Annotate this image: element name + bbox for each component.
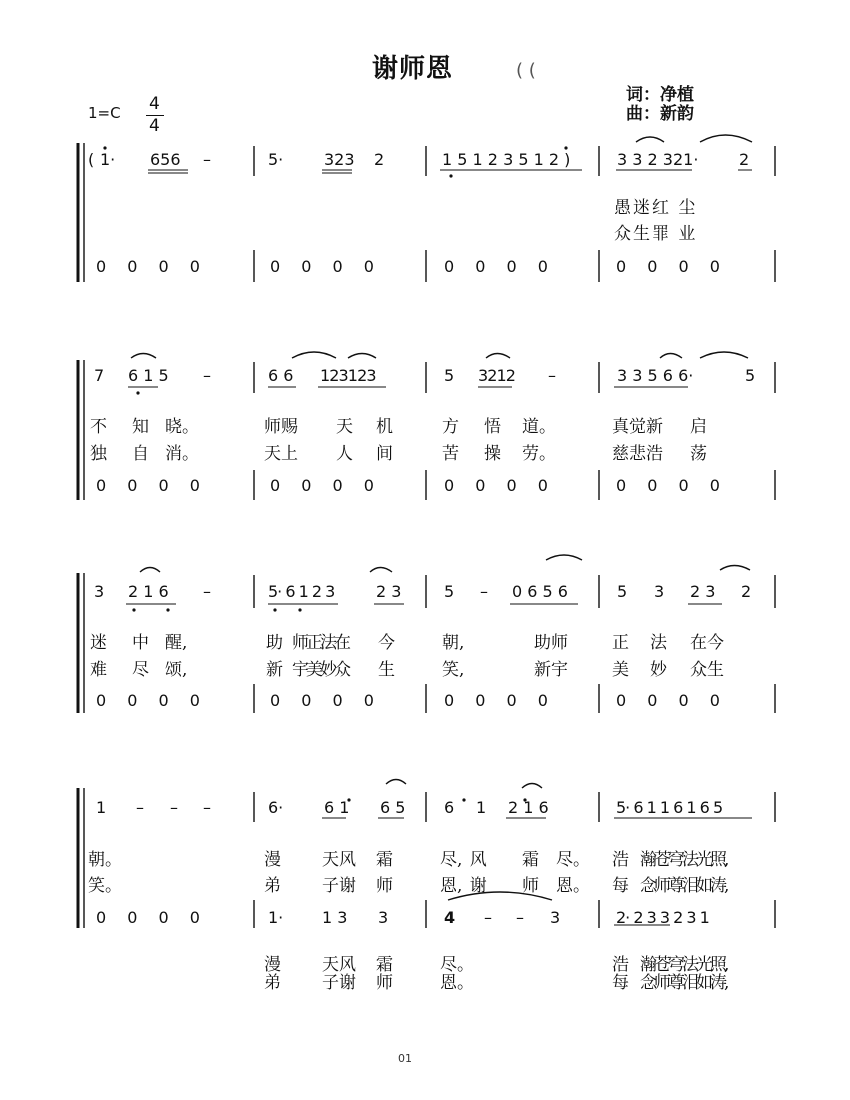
s4-accomp: – xyxy=(516,908,524,927)
s3-note: 3 xyxy=(654,582,665,601)
s2-note: 3 3 5 6 6· xyxy=(617,366,694,385)
s4-lyric: 尽。 xyxy=(556,850,590,870)
s4-lower-lyric: 师 xyxy=(376,973,393,993)
s3-accomp: 0 0 0 0 xyxy=(270,691,374,710)
s2-note: 6 1 5 xyxy=(128,366,169,385)
s2-lyric: 启 xyxy=(690,417,707,437)
s2-accomp: 0 0 0 0 xyxy=(270,476,374,495)
s4-lyric: 天风 xyxy=(322,850,356,870)
s2-lyric: 荡 xyxy=(690,444,707,464)
title-mark: ( ( xyxy=(516,60,536,81)
s4-note: 6 5 xyxy=(380,798,406,817)
s3-lyric: 今 xyxy=(378,633,395,653)
s3-lyric: 美 xyxy=(612,660,629,680)
s4-lower-lyric: 瀚苍穹法光照, xyxy=(640,955,727,975)
s2-lyric: 天上 xyxy=(264,444,298,464)
s4-note: 2 1 6 xyxy=(508,798,549,817)
s2-accomp: 0 0 0 0 xyxy=(444,476,548,495)
time-signature-bottom: 4 xyxy=(149,116,160,136)
s3-lyric: 助 xyxy=(266,633,283,653)
s3-lyric: 助师 xyxy=(534,633,568,653)
s1-note: 5· xyxy=(268,150,284,169)
s1-accomp: 0 0 0 0 xyxy=(96,257,200,276)
s3-note: 0 6 5 6 xyxy=(512,582,568,601)
s3-lyric: 师正法在 xyxy=(292,633,348,653)
s1-note: 656 xyxy=(150,150,181,169)
s4-lyric: 浩 xyxy=(612,850,629,870)
s4-note: 6 1 xyxy=(324,798,350,817)
s4-lyric: 师 xyxy=(522,876,539,896)
s4-accomp: 2· 2 3 3 2 3 1 xyxy=(616,908,709,927)
s2-lyric: 劳。 xyxy=(522,444,556,464)
s4-lyric: 恩。 xyxy=(556,876,590,896)
s3-lyric: 新宇 xyxy=(534,660,568,680)
s2-lyric: 消。 xyxy=(165,444,199,464)
s3-lyric: 在今 xyxy=(690,633,724,653)
s4-note: 1 xyxy=(476,798,487,817)
s2-lyric: 真觉新 xyxy=(612,417,663,437)
s3-lyric: 法 xyxy=(650,633,667,653)
s2-note: 5 xyxy=(745,366,756,385)
s3-note: 2 xyxy=(741,582,752,601)
s1-accomp: 0 0 0 0 xyxy=(616,257,720,276)
s4-lower-lyric: 每 xyxy=(612,973,629,993)
s2-lyric: 道。 xyxy=(522,417,556,437)
s3-note: – xyxy=(203,582,211,601)
s3-lyric: 尽 xyxy=(132,660,149,680)
s2-note: 3 2 1 2 xyxy=(478,366,513,385)
s1-note: 2 xyxy=(374,150,385,169)
s4-note: – xyxy=(203,798,211,817)
s3-accomp: 0 0 0 0 xyxy=(444,691,548,710)
s4-lyric: 霜 xyxy=(376,850,393,870)
composer-credit: 曲：新韵 xyxy=(626,104,694,124)
s1-lyric-verse2: 众生罪 业 xyxy=(614,224,698,244)
s1-note: 3 3 2 321· xyxy=(617,150,699,169)
s3-accomp: 0 0 0 0 xyxy=(616,691,720,710)
s4-accomp: 4 xyxy=(444,908,456,927)
s2-lyric: 悟 xyxy=(484,417,501,437)
s4-accomp: 1· xyxy=(268,908,284,927)
s2-note: 6 6 xyxy=(268,366,294,385)
s2-lyric: 间 xyxy=(376,444,393,464)
s2-lyric: 慈悲浩 xyxy=(612,444,663,464)
s3-note: 5 xyxy=(444,582,455,601)
s1-note: – xyxy=(203,150,211,169)
page-number: 01 xyxy=(398,1052,412,1065)
s3-lyric: 笑, xyxy=(442,660,465,680)
s2-lyric: 天 xyxy=(336,417,353,437)
s3-note: 5 xyxy=(617,582,628,601)
s3-note: 2 3 xyxy=(690,582,716,601)
s4-note: 5· 6 1 1 6 1 6 5 xyxy=(616,798,723,817)
s3-lyric: 新 xyxy=(266,660,283,680)
s2-lyric: 机 xyxy=(376,417,393,437)
s4-accomp: – xyxy=(484,908,492,927)
s4-note: 6 xyxy=(444,798,455,817)
s2-lyric: 苦 xyxy=(442,444,459,464)
s3-note: 3 xyxy=(94,582,105,601)
s1-lyric-verse1: 愚迷红 尘 xyxy=(614,198,698,218)
s4-lower-lyric: 尽。 xyxy=(440,955,474,975)
s4-lyric: 霜 xyxy=(522,850,539,870)
s2-lyric: 师赐 xyxy=(264,417,298,437)
s4-lyric: 瀚苍穹法光照, xyxy=(640,850,727,870)
system1-bracket: ( xyxy=(88,150,95,169)
s3-lyric: 迷 xyxy=(90,633,107,653)
s4-lower-lyric: 弟 xyxy=(264,973,281,993)
s3-note: 2 1 6 xyxy=(128,582,169,601)
s4-lyric: 笑。 xyxy=(88,876,122,896)
s4-lyric: 恩, 谢 xyxy=(440,876,487,896)
s4-lyric: 子谢 xyxy=(322,876,356,896)
s2-accomp: 0 0 0 0 xyxy=(96,476,200,495)
s2-note: – xyxy=(203,366,211,385)
s3-accomp: 0 0 0 0 xyxy=(96,691,200,710)
s4-lyric: 弟 xyxy=(264,876,281,896)
s3-lyric: 颂, xyxy=(165,660,188,680)
s4-note: 1 xyxy=(96,798,107,817)
s2-lyric: 晓。 xyxy=(165,417,199,437)
s2-lyric: 自 xyxy=(132,444,149,464)
s2-lyric: 人 xyxy=(336,444,353,464)
s1-accomp: 0 0 0 0 xyxy=(270,257,374,276)
lyricist-credit: 词：净植 xyxy=(626,85,694,105)
s3-lyric: 生 xyxy=(378,660,395,680)
s3-note: 5· 6 1 2 3 xyxy=(268,582,335,601)
s4-accomp: 1 3 xyxy=(322,908,348,927)
s3-lyric: 妙 xyxy=(650,660,667,680)
s4-accomp: 3 xyxy=(378,908,389,927)
s3-note: – xyxy=(480,582,488,601)
s3-lyric: 正 xyxy=(612,633,629,653)
s2-note: 7 xyxy=(94,366,105,385)
s4-lower-lyric: 恩。 xyxy=(440,973,474,993)
s4-accomp: 3 xyxy=(550,908,561,927)
s1-accomp: 0 0 0 0 xyxy=(444,257,548,276)
s3-lyric: 中 xyxy=(132,633,149,653)
s4-lower-lyric: 念师尊泪如涛, xyxy=(640,973,727,993)
s3-lyric: 宇美妙众 xyxy=(292,660,348,680)
s1-note: 323 xyxy=(324,150,355,169)
s2-lyric: 独 xyxy=(90,444,107,464)
s3-lyric: 醒, xyxy=(165,633,188,653)
s2-note: – xyxy=(548,366,556,385)
s2-lyric: 不 xyxy=(90,417,107,437)
s2-accomp: 0 0 0 0 xyxy=(616,476,720,495)
s4-lower-lyric: 天风 xyxy=(322,955,356,975)
key-signature: 1=C xyxy=(88,104,121,122)
s4-note: – xyxy=(136,798,144,817)
s4-lyric: 尽, 风 xyxy=(440,850,487,870)
s2-note: 5 xyxy=(444,366,455,385)
s4-lower-lyric: 浩 xyxy=(612,955,629,975)
s2-lyric: 操 xyxy=(484,444,501,464)
s1-note: 1· xyxy=(100,150,116,169)
s1-note: 2 xyxy=(739,150,750,169)
s4-lyric: 师 xyxy=(376,876,393,896)
page-title: 谢师恩 xyxy=(372,54,454,84)
s3-note: 2 3 xyxy=(376,582,402,601)
s2-note: 1 2 3 1 2 3 xyxy=(320,366,374,385)
s4-note: 6· xyxy=(268,798,284,817)
s3-lyric: 朝, xyxy=(442,633,465,653)
s4-accomp: 0 0 0 0 xyxy=(96,908,200,927)
s2-lyric: 知 xyxy=(132,417,149,437)
s3-lyric: 众生 xyxy=(690,660,724,680)
s4-lower-lyric: 漫 xyxy=(264,955,281,975)
s4-lyric: 每 xyxy=(612,876,629,896)
s4-lyric: 漫 xyxy=(264,850,281,870)
s4-lyric: 朝。 xyxy=(88,850,122,870)
s4-lower-lyric: 霜 xyxy=(376,955,393,975)
s2-lyric: 方 xyxy=(442,417,459,437)
time-signature-top: 4 xyxy=(149,94,160,114)
s4-lower-lyric: 子谢 xyxy=(322,973,356,993)
s4-lyric: 念师尊泪如涛, xyxy=(640,876,727,896)
s1-note: 1 5 1 2 3 5 1 2 ) xyxy=(442,150,571,169)
s4-note: – xyxy=(170,798,178,817)
s3-lyric: 难 xyxy=(90,660,107,680)
